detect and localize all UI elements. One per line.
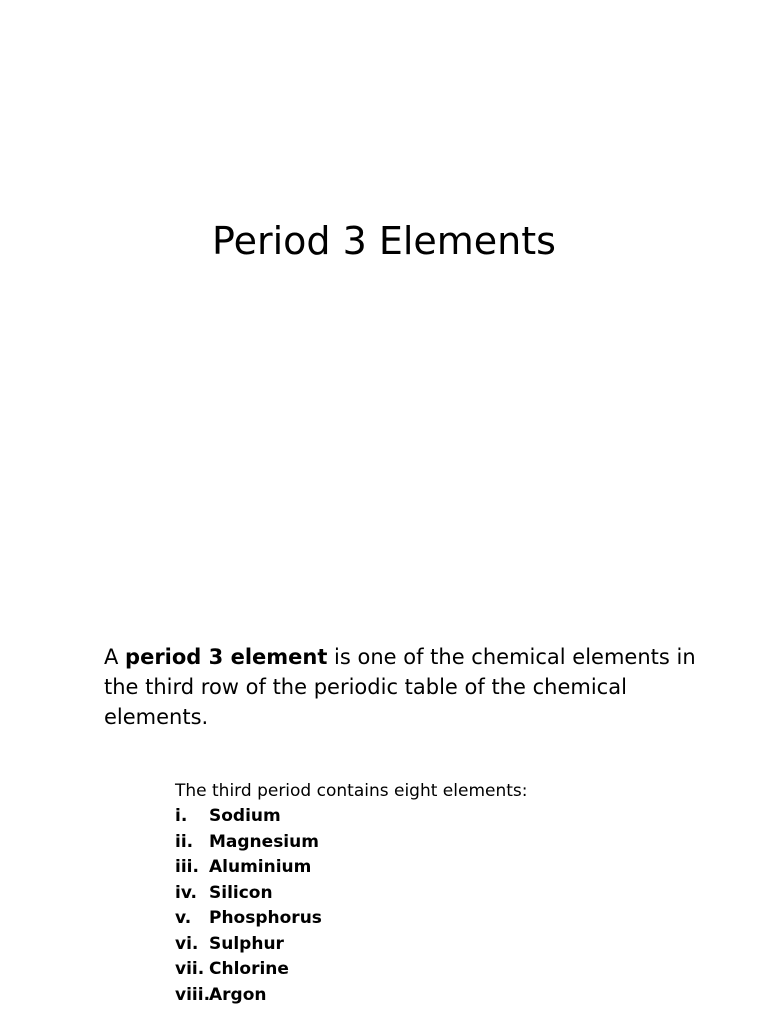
list-item-name: Sulphur: [209, 933, 284, 954]
list-item: [175, 830, 675, 856]
intro-bold-term: period 3 element: [125, 645, 328, 669]
list-item-name: Phosphorus: [209, 908, 322, 928]
list-item-number: iv.: [175, 882, 197, 903]
list-item: [175, 983, 675, 1009]
list-item-name: Sodium: [209, 806, 281, 826]
list-item-number: vii.: [175, 959, 205, 979]
list-item: [175, 855, 675, 881]
list-item-name: Aluminium: [209, 857, 312, 877]
list-item-name: Magnesium: [209, 831, 319, 852]
list-item: [175, 881, 675, 907]
page-title: Period 3 Elements: [212, 219, 556, 263]
list-item-number: i.: [175, 806, 188, 826]
intro-prefix: A: [104, 645, 126, 669]
list-item-name: Silicon: [209, 882, 273, 903]
list-item: [175, 804, 675, 830]
list-item: [175, 957, 675, 983]
element-list: [175, 804, 675, 1008]
intro-suffix: is one of the chemical elements in the third row of the periodic table of the chemical elements.: [104, 645, 696, 729]
intro-paragraph: [104, 642, 704, 732]
list-item-number: v.: [175, 908, 192, 928]
list-item-number: vi.: [175, 933, 199, 954]
list-item: [175, 906, 675, 932]
list-item-name: Chlorine: [209, 959, 289, 979]
list-item-name: Argon: [209, 984, 267, 1005]
list-item-number: viii.: [175, 984, 211, 1005]
element-list-block: [175, 779, 675, 1008]
list-item-number: iii.: [175, 857, 199, 877]
list-item-number: ii.: [175, 831, 194, 852]
list-item: [175, 932, 675, 958]
list-lead: The third period contains eight elements:: [175, 781, 528, 801]
